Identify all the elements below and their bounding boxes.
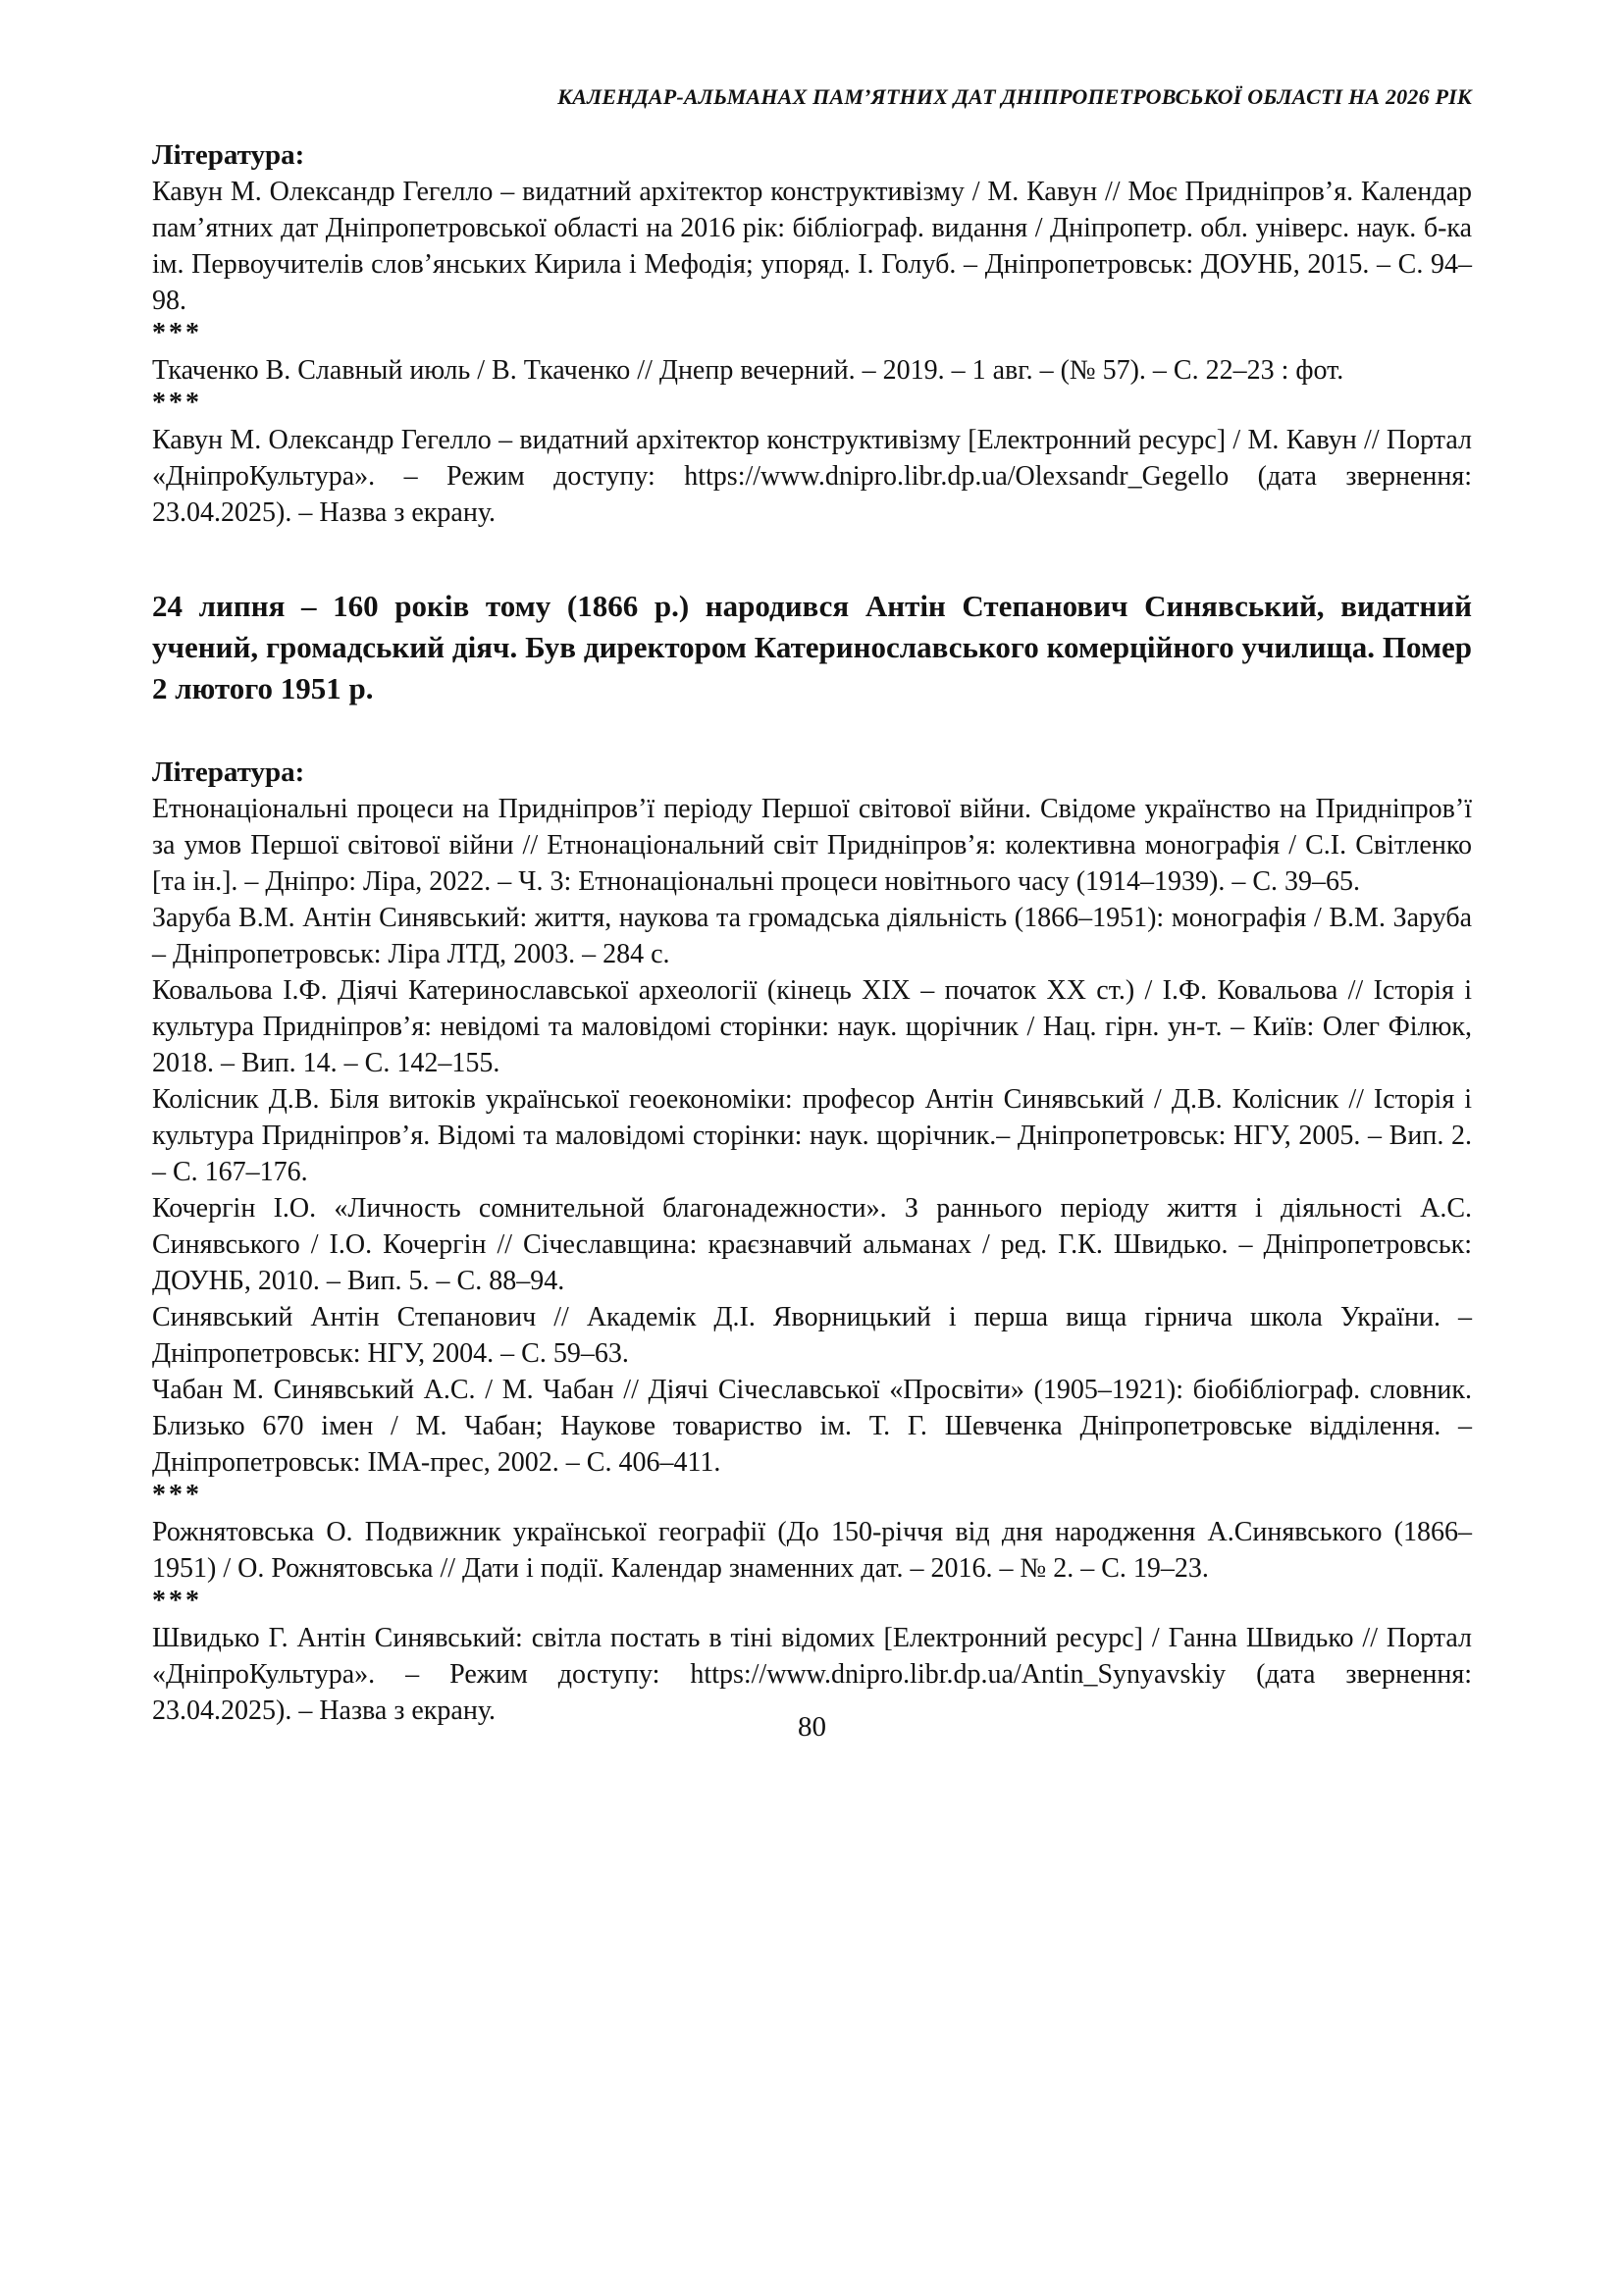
page-number: 80 — [798, 1711, 826, 1743]
bib-entry-tkachenko: Ткаченко В. Славный июль / В. Ткаченко // Днепр вечерний. – 2019. – 1 авг. – (№ 57). – С. 22–23 : фот. — [152, 355, 1344, 386]
bib-entry-etnonatsionalni: Етнонаціональні процеси на Придніпров’ї періоду Першої світової війни. Свідоме українство на Придніпров’ї за умов Першої світової війни // Етнонаціональний світ Придніпров’я: колективна монографія / С.І. Світленко [та ін.]. – Дніпро: Ліра, 2022. – Ч. 3: Етнонаціональні процеси новітнього часу (1914–1939). – С. 39–65. — [152, 794, 1472, 897]
literature-label-gegello: Література: — [152, 139, 305, 171]
bib-entry-kocherhin: Кочергін І.О. «Личность сомнительной благонадежности». З раннього періоду життя і діяльності А.С. Синявського / І.О. Кочергін // Січеславщина: краєзнавчий альманах / ред. Г.К. Швидько. – Дніпропетровськ: ДОУНБ, 2010. – Вип. 5. – С. 88–94. — [152, 1193, 1472, 1296]
asterisk-separator: *** — [152, 1480, 202, 1510]
event-heading-synyavsky: 24 липня – 160 років тому (1866 р.) народився Антін Степанович Синявський, видатний учений, громадський діяч. Був директором Катеринославського комерційного училища. Помер 2 лютого 1951 р. — [152, 589, 1472, 705]
bib-entry-kolisnyk: Колісник Д.В. Біля витоків української геоекономіки: професор Антін Синявський / Д.В. Колісник // Історія і культура Придніпров’я. Відомі та маловідомі сторінки: наук. щорічник.– Дніпропетровськ: НГУ, 2005. – Вип. 2. – С. 167–176. — [152, 1084, 1472, 1187]
asterisk-separator: *** — [152, 388, 202, 418]
bib-entry-chaban: Чабан М. Синявський А.С. / М. Чабан // Діячі Січеславської «Просвіти» (1905–1921): біобібліограф. словник. Близько 670 імен / М. Чабан; Наукове товариство ім. Т. Г. Шевченка Дніпропетровське відділення. – Дніпропетровськ: ІМА-прес, 2002. – С. 406–411. — [152, 1375, 1472, 1478]
bib-entry-zaruba: Заруба В.М. Антін Синявський: життя, наукова та громадська діяльність (1866–1951): монографія / В.М. Заруба – Дніпропетровськ: Ліра ЛТД, 2003. – 284 с. — [152, 903, 1472, 969]
bib-entry-kovalova: Ковальова І.Ф. Діячі Катеринославської археології (кінець XIX – початок XX ст.) / І.Ф. Ковальова // Історія і культура Придніпров’я: невідомі та маловідомі сторінки: наук. щорічник / Нац. гірн. ун-т. – Київ: Олег Філюк, 2018. – Вип. 14. – С. 142–155. — [152, 975, 1472, 1078]
asterisk-separator: *** — [152, 1586, 202, 1616]
bib-entry-shvydko: Швидько Г. Антін Синявський: світла постать в тіні відомих [Електронний ресурс] / Ганна Швидько // Портал «ДніпроКультура». – Режим доступу: https://www.dnipro.libr.dp.ua/Antin_Synyavskiy (дата звернення: 23.04.2025). – Назва з екрану. — [152, 1623, 1472, 1726]
asterisk-separator: *** — [152, 318, 202, 348]
bib-entry-synyavsky-akademik: Синявський Антін Степанович // Академік Д.І. Яворницький і перша вища гірнича школа України. – Дніпропетровськ: НГУ, 2004. – С. 59–63. — [152, 1302, 1472, 1369]
running-header: КАЛЕНДАР-АЛЬМАНАХ ПАМ’ЯТНИХ ДАТ ДНІПРОПЕТРОВСЬКОЇ ОБЛАСТІ НА 2026 РІК — [557, 84, 1472, 109]
literature-label-synyavsky: Література: — [152, 756, 305, 788]
bib-entry-kavun-online: Кавун М. Олександр Гегелло – видатний архітектор конструктивізму [Електронний ресурс] / М. Кавун // Портал «ДніпроКультура». – Режим доступу: https://www.dnipro.libr.dp.ua/Olexsandr_Gegello (дата звернення: 23.04.2025). – Назва з екрану. — [152, 425, 1472, 528]
bib-entry-kavun-print: Кавун М. Олександр Гегелло – видатний архітектор конструктивізму / М. Кавун // Моє Придніпров’я. Календар пам’ятних дат Дніпропетровської області на 2016 рік: бібліограф. видання / Дніпропетр. обл. універс. наук. б-ка ім. Первоучителів слов’янських Кирила і Мефодія; упоряд. І. Голуб. – Дніпропетровськ: ДОУНБ, 2015. – С. 94–98. — [152, 177, 1472, 316]
bib-entry-rozhnyatovska: Рожнятовська О. Подвижник української географії (До 150-річчя від дня народження А.Синявського (1866–1951) / О. Рожнятовська // Дати і події. Календар знаменних дат. – 2016. – № 2. – С. 19–23. — [152, 1517, 1472, 1584]
